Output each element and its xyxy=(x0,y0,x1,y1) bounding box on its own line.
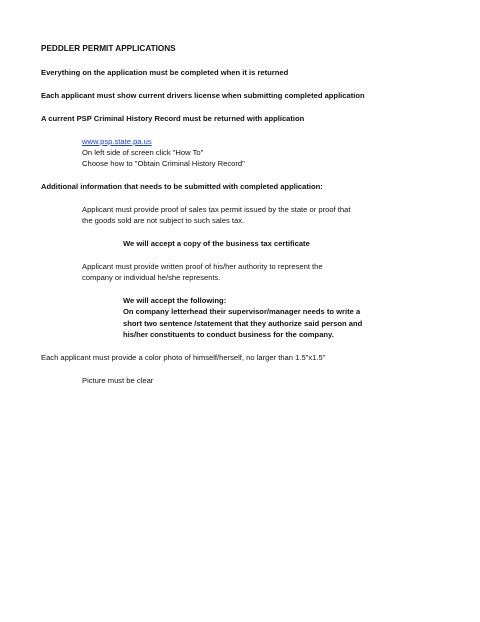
accepted-proof-line-2: short two sentence /statement that they authorize said person and xyxy=(123,319,363,328)
additional-info-heading: Additional information that needs to be submitted with completed application: xyxy=(41,182,323,191)
authority-requirement-line-1: Applicant must provide written proof of his/her authority to represent the xyxy=(82,262,323,271)
sales-tax-requirement-line-2: the goods sold are not subject to such sales tax. xyxy=(82,216,245,225)
psp-instruction-step-1: On left side of screen click "How To" xyxy=(82,148,204,157)
accepted-proof-heading: We will accept the following: xyxy=(123,296,227,305)
rule-drivers-license: Each applicant must show current drivers license when submitting completed application xyxy=(41,91,365,100)
psp-instruction-step-2: Choose how to "Obtain Criminal History Record" xyxy=(82,159,245,168)
authority-requirement-line-2: company or individual he/she represents. xyxy=(82,273,221,282)
psp-website-link[interactable]: www.psp.state.pa.us xyxy=(82,137,152,146)
accepted-proof-line-3: his/her constituents to conduct business for the company. xyxy=(123,330,334,339)
accepted-proof-line-1: On company letterhead their supervisor/manager needs to write a xyxy=(123,307,361,316)
rule-complete-application: Everything on the application must be completed when it is returned xyxy=(41,68,289,77)
page-title: PEDDLER PERMIT APPLICATIONS xyxy=(41,44,176,53)
photo-clear-note: Picture must be clear xyxy=(82,376,154,385)
rule-psp-record: A current PSP Criminal History Record must be returned with application xyxy=(41,114,305,123)
photo-requirement: Each applicant must provide a color photo of himself/herself, no larger than 1.5"x1.5" xyxy=(41,353,326,362)
sales-tax-requirement-line-1: Applicant must provide proof of sales tax permit issued by the state or proof that xyxy=(82,205,351,214)
tax-certificate-note: We will accept a copy of the business tax certificate xyxy=(123,239,310,248)
